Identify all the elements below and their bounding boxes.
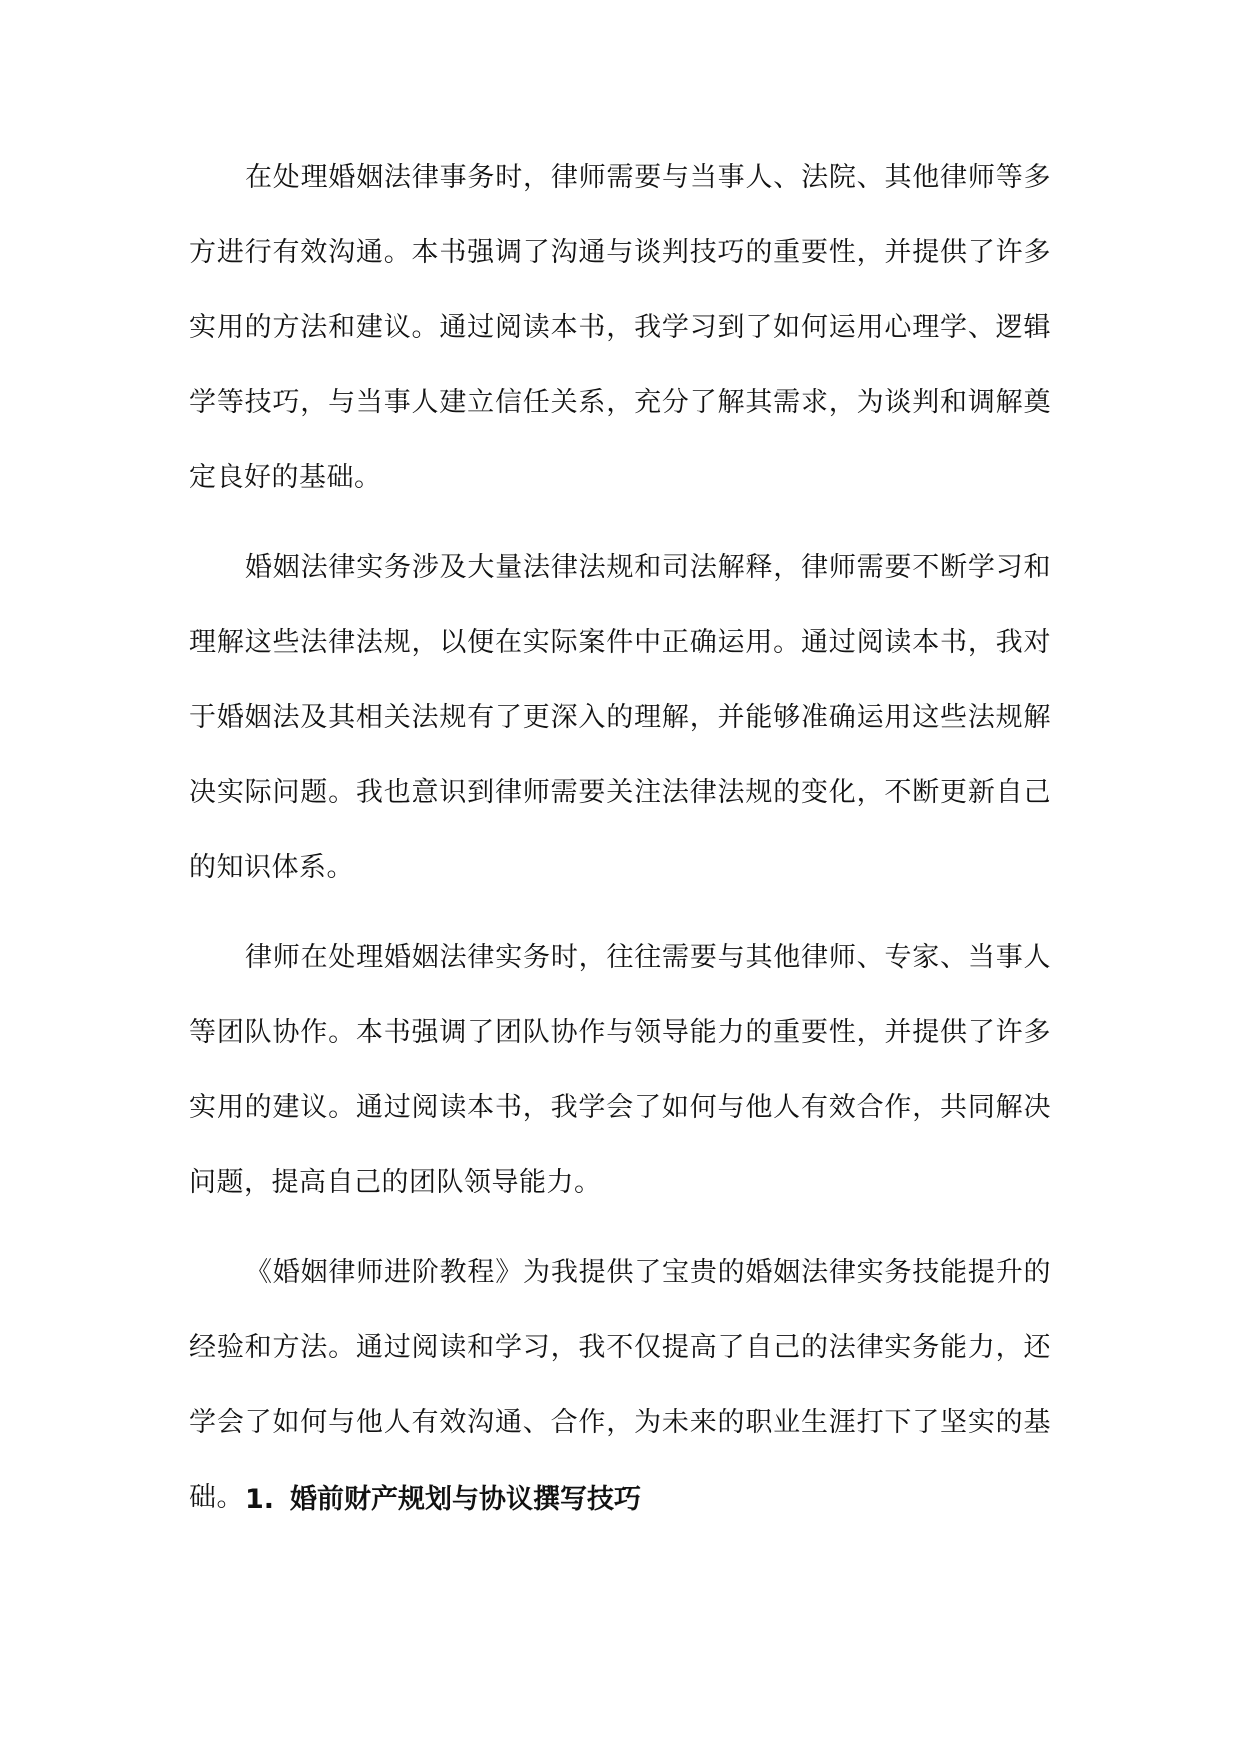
section-heading-title: 婚前财产规划与协议撰写技巧 [290, 1484, 642, 1515]
paragraph-laws-regulations: 婚姻法律实务涉及大量法律法规和司法解释，律师需要不断学习和理解这些法律法规，以便在实际案件中正确运用。通过阅读本书，我对于婚姻法及其相关法规有了更深入的理解，并能够准确运用这些法规解决实际问题。我也意识到律师需要关注法律法规的变化，不断更新自己的知识体系。 [189, 552, 1051, 883]
paragraph-teamwork: 律师在处理婚姻法律实务时，往往需要与其他律师、专家、当事人等团队协作。本书强调了团队协作与领导能力的重要性，并提供了许多实用的建议。通过阅读本书，我学会了如何与他人有效合作，共同解决问题，提高自己的团队领导能力。 [189, 942, 1051, 1198]
paragraph-communication: 在处理婚姻法律事务时，律师需要与当事人、法院、其他律师等多方进行有效沟通。本书强调了沟通与谈判技巧的重要性，并提供了许多实用的方法和建议。通过阅读本书，我学习到了如何运用心理学、逻辑学等技巧，与当事人建立信任关系，充分了解其需求，为谈判和调解奠定良好的基础。 [189, 162, 1051, 493]
section-heading [245, 1480, 641, 1520]
section-heading-number: 1. [245, 1484, 275, 1515]
paragraph-conclusion: 《婚姻律师进阶教程》为我提供了宝贵的婚姻法律实务技能提升的经验和方法。通过阅读和学习，我不仅提高了自己的法律实务能力，还学会了如何与他人有效沟通、合作，为未来的职业生涯打下了坚实的基础。 [189, 1257, 1051, 1513]
body-text [189, 140, 1051, 1550]
